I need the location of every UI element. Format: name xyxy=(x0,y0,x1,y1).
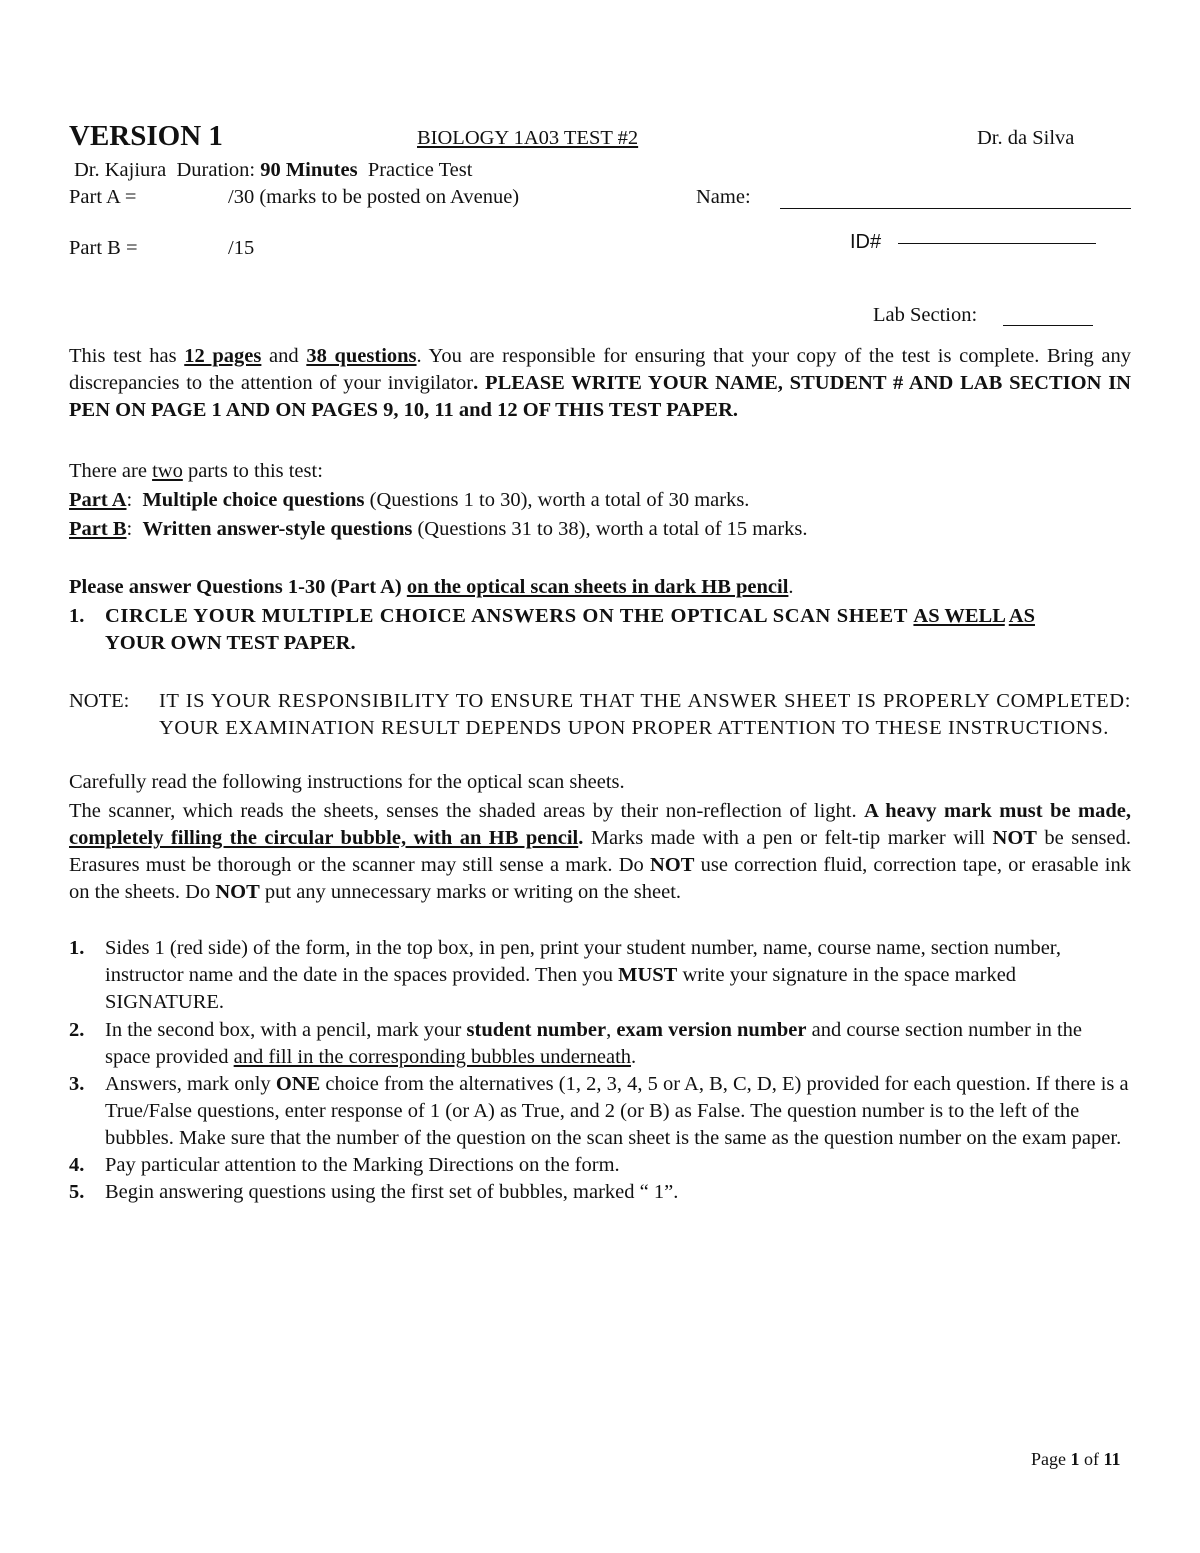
part-b-score-value: /15 xyxy=(228,237,255,259)
step-3-num: 3. xyxy=(69,1073,85,1095)
intro-text-1: This test has xyxy=(69,345,185,367)
part-a-desc: (Questions 1 to 30), worth a total of 30 marks. xyxy=(364,489,750,511)
footer-page-word: Page xyxy=(1031,1449,1071,1469)
answer-instr-end: . xyxy=(788,576,794,598)
lab-section-blank[interactable] xyxy=(1003,325,1093,326)
note-block xyxy=(69,688,1131,742)
answer-instr-a: Please answer Questions 1-30 (Part A) xyxy=(69,576,407,598)
question-count: 38 questions xyxy=(306,345,417,367)
circle-answers-item xyxy=(69,603,1131,657)
scanner-text-a: The scanner, which reads the sheets, senses the shaded areas by their non-reflection of light. xyxy=(69,800,865,822)
step-2 xyxy=(69,1017,1131,1071)
duration-label: Duration: xyxy=(176,159,256,181)
step-3-text-b: choice from the alternatives (1, 2, 3, 4, 5 or A, B, C, D, E) provided for each question. If there is a True/False questions, enter response of 1 (or A) as True, and 2 (or B) as False. The question number is to the left of the bubbles. Make sure that the number of the question on the scan sheet is the same as the question number on the exam paper. xyxy=(105,1073,1129,1149)
step-2-comma: , xyxy=(606,1019,617,1041)
step-2-exam-version: exam version number xyxy=(616,1019,807,1041)
scanner-not-2: NOT xyxy=(649,854,695,876)
parts-intro-b: parts to this test: xyxy=(182,460,323,482)
step-5-num: 5. xyxy=(69,1181,85,1203)
course-test-title xyxy=(417,125,638,152)
part-a-description: Part A: Multiple choice questions (Questions 1 to 30), worth a total of 30 marks. xyxy=(69,489,750,511)
parts-intro-a: There are xyxy=(69,460,153,482)
step-2-end: . xyxy=(631,1046,637,1068)
version-label: VERSION 1 xyxy=(69,120,223,152)
part-b-label: Part B xyxy=(69,518,127,540)
circle-answers-as-well: AS WELL xyxy=(913,605,1005,627)
name-field-blank[interactable] xyxy=(780,208,1131,209)
scanner-not-1: NOT xyxy=(992,827,1037,849)
step-1-text-b: write your signature in the space marked SIGNATURE. xyxy=(105,964,1017,1013)
id-field-blank[interactable] xyxy=(898,243,1096,244)
scanner-text-d: Marks made with a pen or felt-tip marker will xyxy=(583,827,993,849)
step-3-text-a: Answers, mark only xyxy=(105,1073,276,1095)
page-footer xyxy=(1031,1446,1121,1473)
step-2-fill-bubbles: and fill in the corresponding bubbles underneath xyxy=(233,1046,632,1068)
step-1 xyxy=(69,935,1131,1016)
part-a-score-value: /30 (marks to be posted on Avenue) xyxy=(228,186,520,208)
part-a-label: Part A xyxy=(69,489,127,511)
step-2-student-number: student number xyxy=(466,1019,607,1041)
scanner-text-g: put any unnecessary marks or writing on the sheet. xyxy=(259,881,682,903)
step-5 xyxy=(69,1179,1131,1206)
step-3-one: ONE xyxy=(275,1073,321,1095)
step-3 xyxy=(69,1071,1131,1152)
instructor-kajiura: Dr. Kajiura xyxy=(74,159,167,181)
lab-section-label: Lab Section: xyxy=(873,304,978,326)
duration-value: 90 Minutes xyxy=(260,159,358,181)
footer-total-pages: 11 xyxy=(1103,1449,1121,1469)
steps-list xyxy=(69,935,1131,1206)
step-1-text-a: Sides 1 (red side) of the form, in the top box, in pen, print your student number, name, course name, section number, instructor name and the date in the spaces provided. Then you xyxy=(105,937,1061,986)
step-1-num: 1. xyxy=(69,937,85,959)
scanner-text-e: be sensed. Erasures must be thorough or the scanner may still sense a mark. Do xyxy=(69,827,1131,876)
practice-test-label: Practice Test xyxy=(367,159,473,181)
header-line-2 xyxy=(74,157,472,184)
footer-of-word: of xyxy=(1079,1449,1104,1469)
intro-text-3: . You are responsible for ensuring that your copy of the test is complete. Bring any discrepancies to the attention of your invigilator xyxy=(69,345,1131,394)
step-1-must: MUST xyxy=(618,964,678,986)
scanner-not-3: NOT xyxy=(215,881,260,903)
circle-answers-text-b: YOUR OWN TEST PAPER. xyxy=(105,632,356,654)
scanner-paragraph xyxy=(69,798,1131,906)
circle-answers-text-a: CIRCLE YOUR MULTIPLE CHOICE ANSWERS ON THE OPTICAL SCAN SHEET xyxy=(105,605,914,627)
answer-instr-underlined: on the optical scan sheets in dark HB pencil xyxy=(406,576,789,598)
note-label: NOTE: xyxy=(69,690,130,712)
name-field-label: Name: xyxy=(696,186,751,208)
parts-intro xyxy=(69,458,1131,485)
part-b-score-label: Part B = xyxy=(69,237,138,259)
scanner-period: . xyxy=(578,827,584,849)
step-4-text: Pay particular attention to the Marking Directions on the form. xyxy=(105,1154,620,1176)
scanner-heavy-mark: A heavy mark must be made, xyxy=(864,800,1131,822)
part-b-desc: (Questions 31 to 38), worth a total of 15 marks. xyxy=(412,518,808,540)
step-2-text-d: and course section number in the space provided xyxy=(105,1019,1083,1068)
scanner-text-f: use correction fluid, correction tape, or erasable ink on the sheets. Do xyxy=(69,854,1131,903)
course-test-title-text: BIOLOGY 1A03 TEST #2 xyxy=(417,127,639,149)
part-a-title: Multiple choice questions xyxy=(142,489,365,511)
step-5-text: Begin answering questions using the first set of bubbles, marked “ 1”. xyxy=(105,1181,679,1203)
parts-intro-two: two xyxy=(152,460,183,482)
circle-answers-num: 1. xyxy=(69,605,85,627)
intro-write-name-instruction: . PLEASE WRITE YOUR NAME, STUDENT # AND LAB SECTION IN PEN ON PAGE 1 AND ON PAGES 9, 10, 11 and 12 OF THIS TEST PAPER. xyxy=(69,372,1131,421)
scanner-fill-bubble: completely filling the circular bubble, with an HB pencil xyxy=(69,827,579,849)
id-field-label: ID# xyxy=(850,231,882,253)
footer-page-num: 1 xyxy=(1070,1449,1080,1469)
step-4 xyxy=(69,1152,1131,1179)
step-2-num: 2. xyxy=(69,1019,85,1041)
step-2-text-a: In the second box, with a pencil, mark your xyxy=(105,1019,467,1041)
answer-instruction-line xyxy=(69,574,1131,601)
circle-answers-as: AS xyxy=(1008,605,1035,627)
instructor-da-silva: Dr. da Silva xyxy=(977,127,1075,149)
part-a-score-label: Part A = xyxy=(69,186,137,208)
note-text: IT IS YOUR RESPONSIBILITY TO ENSURE THAT THE ANSWER SHEET IS PROPERLY COMPLETED: YOUR EXAMINATION RESULT DEPENDS UPON PROPER ATTENTION TO THESE INSTRUCTIONS. xyxy=(159,690,1131,739)
part-b-description: Part B: Written answer-style questions (Questions 31 to 38), worth a total of 15 marks. xyxy=(69,518,808,540)
intro-text-2: and xyxy=(261,345,307,367)
intro-paragraph xyxy=(69,343,1131,424)
part-b-title: Written answer-style questions xyxy=(142,518,413,540)
page-count: 12 pages xyxy=(184,345,262,367)
step-4-num: 4. xyxy=(69,1154,85,1176)
read-instructions-line: Carefully read the following instructions for the optical scan sheets. xyxy=(69,771,625,793)
